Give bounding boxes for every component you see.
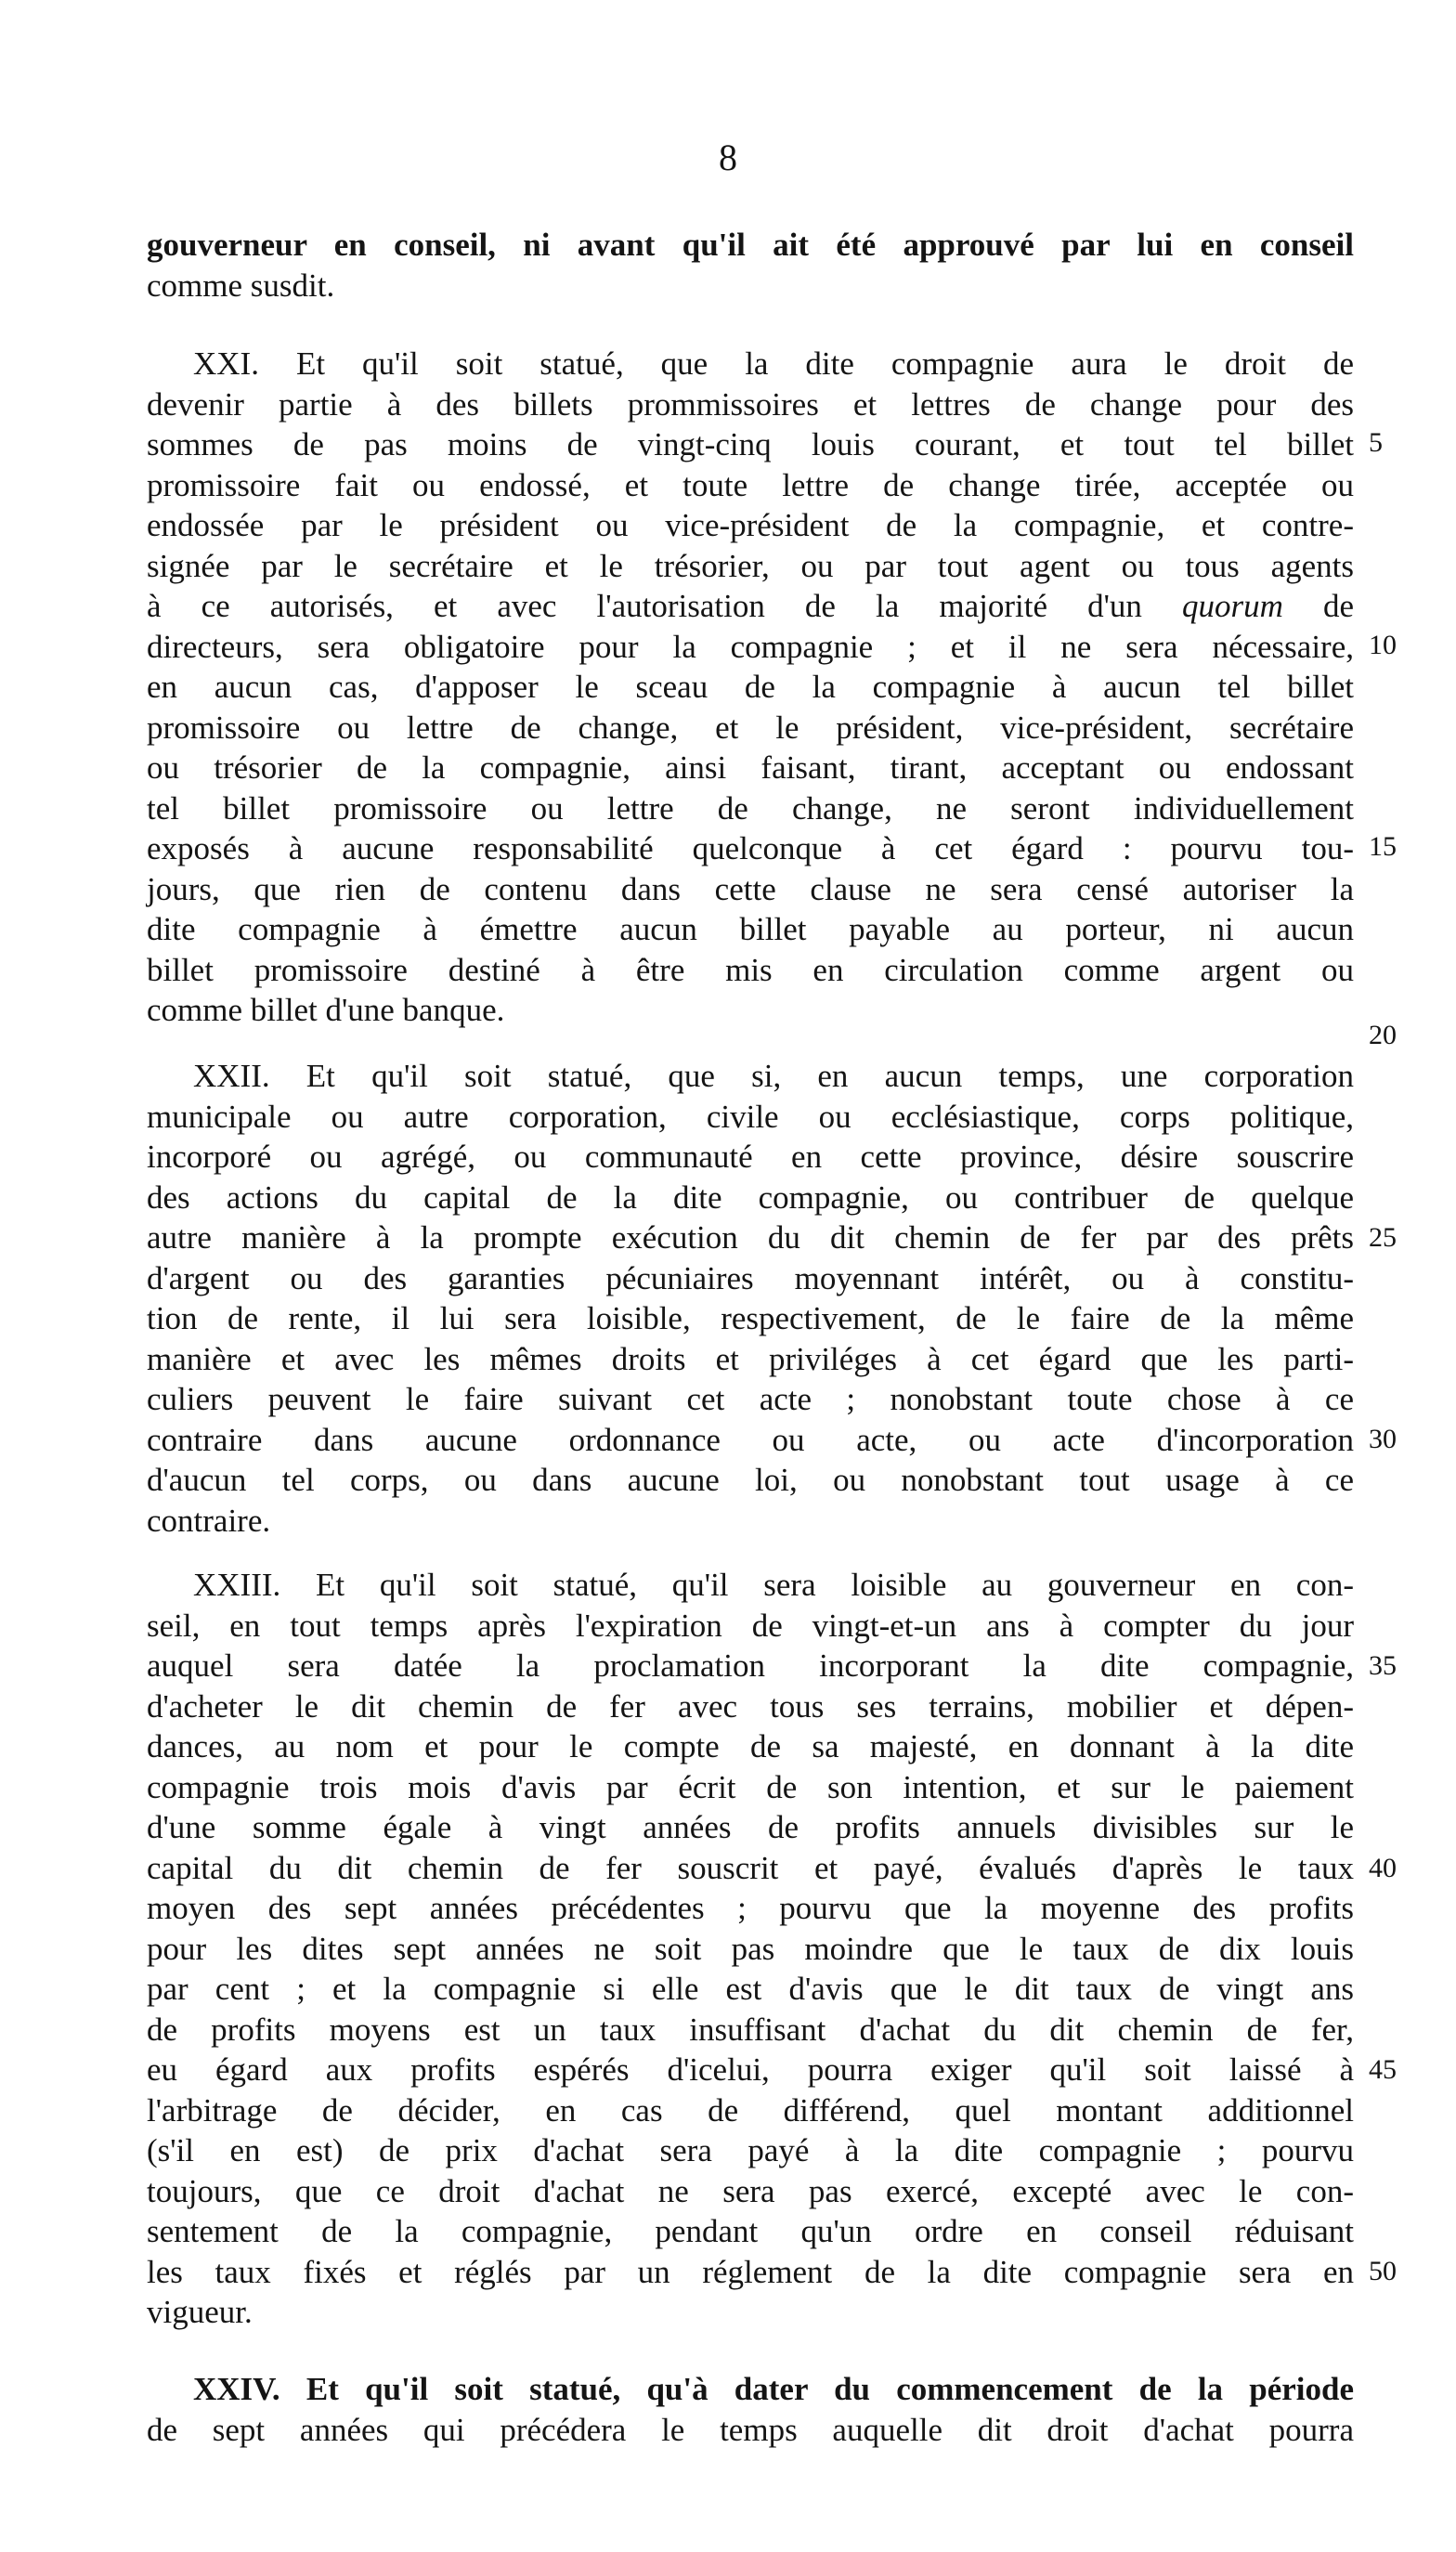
text-line: XXIII. Et qu'il soit statué, qu'il sera loisible au gouverneur en con- [193, 1567, 1354, 1603]
text-line: XXI. Et qu'il soit statué, que la dite compagnie aura le droit de [193, 345, 1354, 382]
text-line: billet promissoire destiné à être mis en circulation comme argent ou [147, 951, 1354, 988]
margin-line-number: 15 [1369, 831, 1397, 862]
paragraph-xxii [147, 1056, 1354, 1541]
page-number: 8 [719, 137, 737, 178]
text-line: directeurs, sera obligatoire pour la compagnie ; et il ne sera nécessaire, [147, 628, 1354, 665]
margin-line-number: 25 [1369, 1222, 1397, 1253]
paragraph-xxiii [147, 1565, 1354, 2333]
text-line: contraire dans aucune ordonnance ou acte, ou acte d'incorporation [147, 1421, 1354, 1458]
text-line: seil, en tout temps après l'expiration de vingt-et-un ans à compter du jour [147, 1607, 1354, 1644]
text-line: comme susdit. [147, 267, 335, 304]
text-line: XXII. Et qu'il soit statué, que si, en aucun temps, une corporation [193, 1058, 1354, 1094]
text-line: d'argent ou des garanties pécuniaires moyennant intérêt, ou à constitu- [147, 1259, 1354, 1296]
text-line: promissoire fait ou endossé, et toute lettre de change tirée, acceptée ou [147, 466, 1354, 503]
text-line: dite compagnie à émettre aucun billet payable au porteur, ni aucun [147, 911, 1354, 947]
text-line: jours, que rien de contenu dans cette clause ne sera censé autoriser la [147, 870, 1354, 907]
margin-line-number: 50 [1369, 2256, 1397, 2286]
paragraph-intro [147, 225, 1354, 306]
text-line: comme billet d'une banque. [147, 992, 505, 1028]
text-line: ou trésorier de la compagnie, ainsi faisant, tirant, acceptant ou endossant [147, 749, 1354, 786]
paragraph-xxi [147, 344, 1354, 1031]
text-line: incorporé ou agrégé, ou communauté en cette province, désire souscrire [147, 1139, 1354, 1175]
text-line: de profits moyens est un taux insuffisant d'achat du dit chemin de fer, [147, 2011, 1354, 2048]
text-line: culiers peuvent le faire suivant cet acte ; nonobstant toute chose à ce [147, 1381, 1354, 1417]
text-line: des actions du capital de la dite compagnie, ou contribuer de quelque [147, 1178, 1354, 1216]
text-line: dances, au nom et pour le compte de sa majesté, en donnant à la dite [147, 1728, 1354, 1764]
text-line: d'acheter le dit chemin de fer avec tous ses terrains, mobilier et dépen- [147, 1687, 1354, 1725]
text-line: devenir partie à des billets prommissoires et lettres de change pour des [147, 385, 1354, 423]
text-line: manière et avec les mêmes droits et priviléges à cet égard que les parti- [147, 1340, 1354, 1377]
text-line: vigueur. [147, 2294, 253, 2330]
text-line: signée par le secrétaire et le trésorier, ou par tout agent ou tous agents [147, 547, 1354, 584]
text-line: tion de rente, il lui sera loisible, respectivement, de le faire de la même [147, 1300, 1354, 1336]
text-line: sommes de pas moins de vingt-cinq louis courant, et tout tel billet [147, 426, 1354, 462]
text-line: tel billet promissoire ou lettre de change, ne seront individuellement [147, 789, 1354, 827]
margin-line-number: 35 [1369, 1650, 1397, 1681]
text-line: exposés à aucune responsabilité quelconque à cet égard : pourvu tou- [147, 830, 1354, 866]
text-line: eu égard aux profits espérés d'icelui, pourra exiger qu'il soit laissé à [147, 2051, 1354, 2088]
text-line: sentement de la compagnie, pendant qu'un ordre en conseil réduisant [147, 2213, 1354, 2249]
text-line: d'une somme égale à vingt années de profits annuels divisibles sur le [147, 1809, 1354, 1845]
margin-line-number: 10 [1369, 630, 1397, 660]
text-line: les taux fixés et réglés par un réglement de la dite compagnie sera en [147, 2253, 1354, 2290]
margin-line-number: 5 [1369, 427, 1383, 458]
text-line: par cent ; et la compagnie si elle est d'avis que le dit taux de vingt ans [147, 1971, 1354, 2007]
text-line: autre manière à la prompte exécution du dit chemin de fer par des prêts [147, 1219, 1354, 1256]
text-line: moyen des sept années précédentes ; pourvu que la moyenne des profits [147, 1890, 1354, 1926]
text-line: endossée par le président ou vice-président de la compagnie, et contre- [147, 507, 1354, 543]
text-line: à ce autorisés, et avec l'autorisation de la majorité d'un quorum de [147, 588, 1354, 624]
text-line: toujours, que ce droit d'achat ne sera pas exercé, excepté avec le con- [147, 2172, 1354, 2209]
text-line: auquel sera datée la proclamation incorporant la dite compagnie, [147, 1647, 1354, 1684]
text-line: capital du dit chemin de fer souscrit et payé, évalués d'après le taux [147, 1849, 1354, 1886]
margin-line-number: 40 [1369, 1853, 1397, 1883]
text-line: d'aucun tel corps, ou dans aucune loi, ou nonobstant tout usage à ce [147, 1462, 1354, 1498]
text-line: XXIV. Et qu'il soit statué, qu'à dater du commencement de la période [193, 2371, 1354, 2407]
text-line: pour les dites sept années ne soit pas moindre que le taux de dix louis [147, 1930, 1354, 1967]
text-line: gouverneur en conseil, ni avant qu'il ait été approuvé par lui en conseil [147, 227, 1354, 263]
text-line: en aucun cas, d'apposer le sceau de la compagnie à aucun tel billet [147, 669, 1354, 705]
margin-line-number: 20 [1369, 1020, 1397, 1050]
text-line: contraire. [147, 1502, 271, 1539]
text-line: l'arbitrage de décider, en cas de différend, quel montant additionnel [147, 2091, 1354, 2129]
text-line: promissoire ou lettre de change, et le président, vice-président, secrétaire [147, 709, 1354, 746]
margin-line-number: 30 [1369, 1424, 1397, 1454]
text-line: compagnie trois mois d'avis par écrit de son intention, et sur le paiement [147, 1768, 1354, 1805]
text-line: de sept années qui précédera le temps auquelle dit droit d'achat pourra [147, 2411, 1354, 2448]
text-line: municipale ou autre corporation, civile ou ecclésiastique, corps politique, [147, 1098, 1354, 1135]
text-line: (s'il en est) de prix d'achat sera payé à la dite compagnie ; pourvu [147, 2132, 1354, 2168]
paragraph-xxiv [147, 2369, 1354, 2450]
margin-line-number: 45 [1369, 2054, 1397, 2085]
